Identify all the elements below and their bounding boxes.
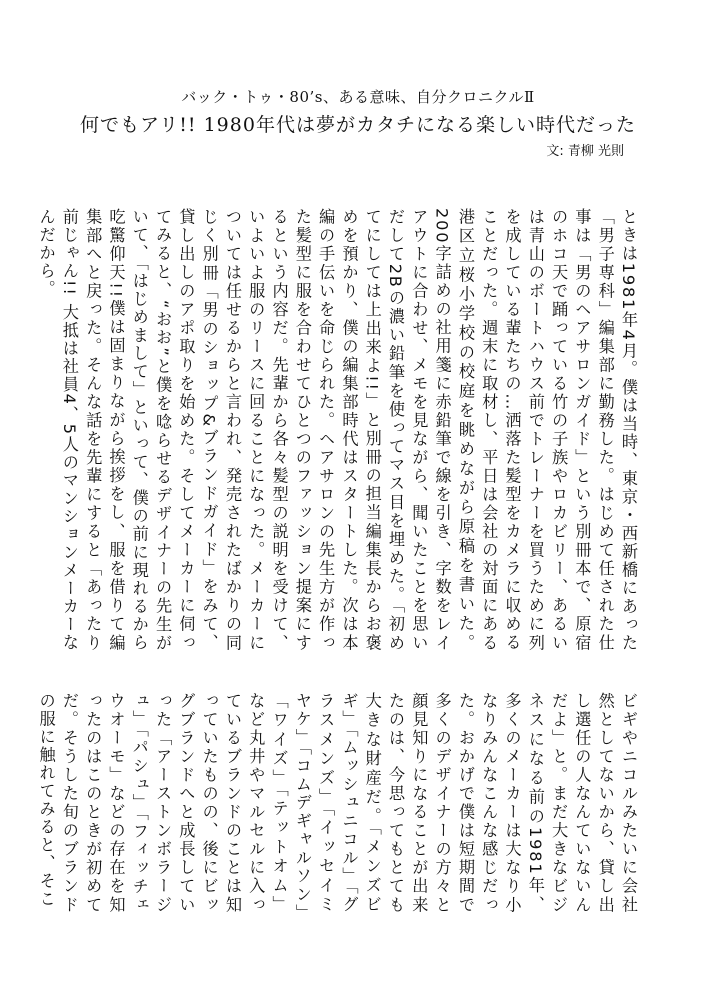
article-body-upper-tier: ときは1981年4月。僕は当時、東京・西新橋にあった「男子専科」編集部に勤務した。はじめて任された仕事は「男のヘアサロンガイド」という別冊本で、原宿のホコ天で踊っている竹の子族やロカビリー、あるいは青山のボートハウス前でトレーナーを買うために列を成している輩たちの…洒落た髪型をカメラに収めることだった。週末に取材し、平日は会社の対面にある港区立桜小学校の校庭を眺めながら原稿を書いた。200字詰めの社用箋に赤鉛筆で線を引き、字数をレイアウトに合わせ、メモを見ながら、聞いたことを思いだして2Bの濃い鉛筆を使ってマス目を埋めた。「初めてにしては上出来よ!!」と別冊の担当編集長からお褒めを預かり、僕の編集部時代はスタートした。次は本編の手伝いを命じられた。ヘアサロンの先生方が作った髪型に服を合わせてひとつのファッション提案にするという内容だ。先輩から各々髪型の説明を受けて、いよいよ服のリースに回ることになった。メーカーについては任せるからと言われ、発売されたばかりの同じく別冊「男のショップ&ブランドガイド」をみて、貸し出しのアポ取りを始めた。そしてメーカーに伺ってみると、“おお”と僕を唸らせるデザイナーの先生がいて、「はじめまして」といって、僕の前に現れるから吃驚仰天!!僕は固まりながら挨拶をし、服を借りて編集部へと戻った。そんな話を先輩にすると「あったり前じゃん!! 大抵は社員4、5人のマンションメーカーなんだから。 xyxy=(36,208,638,652)
author-byline: 文: 青柳 光則 xyxy=(546,144,624,159)
article-body-lower-tier: ビギやニコルみたいに会社然としてないから、貸し出し選任の人なんていないんだよ」と。まだ大きなビジネスになる前の1981年、多くのメーカーは大なり小なりみんなこんな感じだった。おかげで僕は短期間で多くのデザイナーの方々と顔見知りになることが出来たのは、今思ってもとても大きな財産だ。「メンズビギ」「ムッシュニコル」「グラスメンズ」「イッセイミヤケ」「コムデギャルソン」「ワイズ」「テットオム」など丸井やマルセルに入っているブランドのことは知っていたものの、後にビッグブランドへと成長していった「アーストンボラージュ」「パシュ」「フィッチェウオーモ」などの存在を知ったのはこのときが初めてだ。そうした旬のブランドの服に触れてみると、そこ xyxy=(36,692,638,914)
series-title: バック・トゥ・80’s、ある意味、自分クロニクルⅡ xyxy=(181,88,535,106)
article-header xyxy=(0,0,716,170)
article-headline: 何でもアリ!! 1980年代は夢がカタチになる楽しい時代だった xyxy=(80,114,636,136)
